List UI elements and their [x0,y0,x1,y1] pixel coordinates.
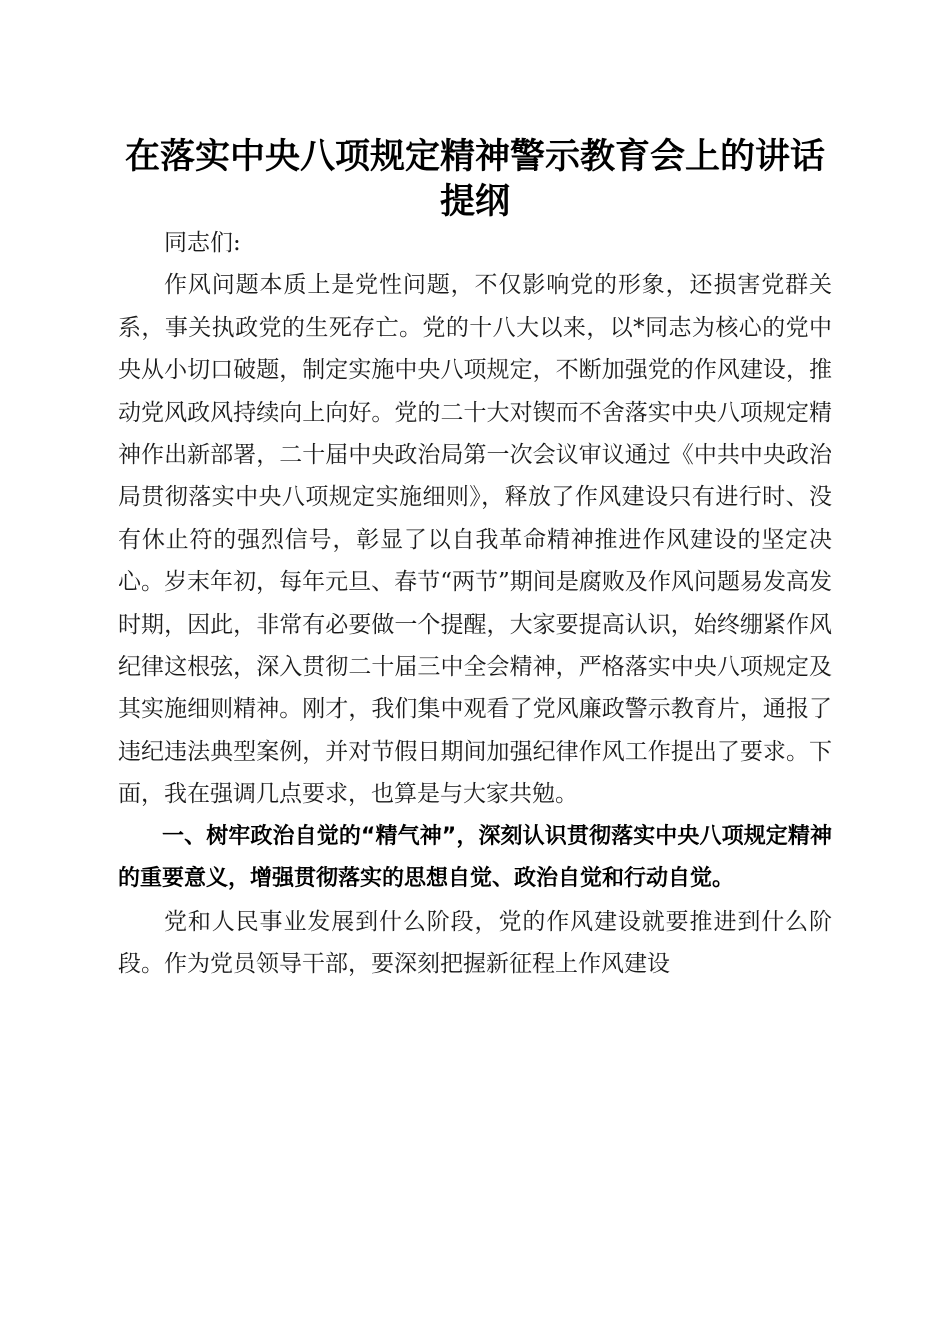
title-line-1: 在落实中央八项规定精神警示教育会上的讲话 [124,136,825,177]
section-heading-1: 一、树牢政治自觉的“精气神”，深刻认识贯彻落实中央八项规定精神的重要意义，增强贯彻落实的思想自觉、政治自觉和行动自觉。 [118,823,832,892]
paragraph-section-1: 党和人民事业发展到什么阶段，党的作风建设就要推进到什么阶段。作为党员领导干部，要深刻把握新征程上作风建设 [118,908,832,977]
document-title [100,134,850,224]
document-body [118,222,832,985]
paragraph-intro: 作风问题本质上是党性问题，不仅影响党的形象，还损害党群关系，事关执政党的生死存亡。党的十八大以来，以*同志为核心的党中央从小切口破题，制定实施中央八项规定，不断加强党的作风建设，推动党风政风持续向上向好。党的二十大对锲而不舍落实中央八项规定精神作出新部署，二十届中央政治局第一次会议审议通过《中共中央政治局贯彻落实中央八项规定实施细则》，释放了作风建设只有进行时、没有休止符的强烈信号，彰显了以自我革命精神推进作风建设的坚定决心。岁末年初，每年元旦、春节“两节”期间是腐败及作风问题易发高发时期，因此，非常有必要做一个提醒，大家要提高认识，始终绷紧作风纪律这根弦，深入贯彻二十届三中全会精神，严格落实中央八项规定及其实施细则精神。刚才，我们集中观看了党风廉政警示教育片，通报了违纪违法典型案例，并对节假日期间加强纪律作风工作提出了要求。下面，我在强调几点要求，也算是与大家共勉。 [118,272,832,808]
salutation: 同志们: [164,230,241,256]
title-line-2: 提纲 [439,181,510,222]
